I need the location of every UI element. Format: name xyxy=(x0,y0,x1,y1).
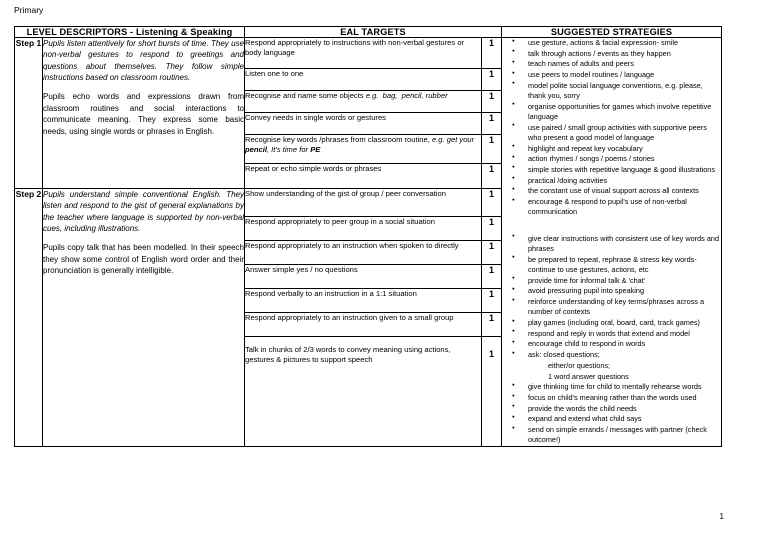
level-descriptor-step-1 xyxy=(43,38,245,189)
eal-target xyxy=(245,164,482,189)
list-item: ● use peers to model routines / language xyxy=(502,70,721,80)
list-item: ● encourage child to respond in words xyxy=(502,339,721,349)
list-item: ● practical /doing activities xyxy=(502,176,721,186)
eal-target-strong: pencil xyxy=(245,145,267,155)
eal-target-strong: PE xyxy=(310,145,321,155)
eal-target: Recognise key words /phrases from classroom routine, e.g. get your pencil, It's time for PE xyxy=(245,135,482,164)
descriptor-paragraph: Pupils echo words and expressions drawn from classroom routines and social interactions to communicate meaning. They express some basic needs, using single words or phrases in English. xyxy=(43,92,244,136)
list-item: ● use gesture, actions & facial expression- smile xyxy=(502,38,721,48)
eal-target xyxy=(245,313,482,337)
list-item: ● organise opportunities for games which involve repetitive language xyxy=(502,102,721,122)
list-item: ● the constant use of visual support across all contexts xyxy=(502,186,721,196)
header-level-descriptors: LEVEL DESCRIPTORS - Listening & Speaking xyxy=(15,27,245,38)
eal-target xyxy=(245,217,482,241)
eal-target-text: Show understanding of the gist of group / peer conversation xyxy=(245,189,446,198)
list-spacer xyxy=(502,218,721,234)
page-number: 1 xyxy=(719,512,724,521)
list-item: ● give clear instructions with consistent use of key words and phrases xyxy=(502,234,721,254)
eal-target-score[interactable]: 1 xyxy=(482,217,502,241)
list-item: either/or questions; xyxy=(548,360,611,370)
step-label-2: Step 2 xyxy=(15,189,43,447)
eal-target-emphasis: e.g. get your xyxy=(431,135,475,144)
eal-target-text: Listen one to one xyxy=(245,69,304,78)
eal-target-text: Respond appropriately to an instruction when spoken to directly xyxy=(245,241,459,251)
eal-target xyxy=(245,113,482,135)
eal-target-text: Repeat or echo simple words or phrases xyxy=(245,164,382,173)
list-item: ● be prepared to repeat, rephrase & stress key words-continue to use gestures, actions, etc xyxy=(502,255,721,275)
eal-target xyxy=(245,337,482,447)
table-header-row xyxy=(15,27,722,38)
document-label: Primary xyxy=(14,5,44,15)
eal-target-score[interactable]: 1 xyxy=(482,289,502,313)
list-item: ● encourage & respond to pupil's use of non-verbal communication xyxy=(502,197,721,217)
list-item: ● model polite social language conventions, e.g. please, thank you, sorry xyxy=(502,81,721,101)
eal-target-text: Respond verbally to an instruction in a 1:1 situation xyxy=(245,289,417,299)
list-item: ● send on simple errands / messages with partner (check outcome!) xyxy=(502,425,721,445)
list-item: ● provide time for informal talk & 'chat' xyxy=(502,276,721,286)
eal-target-score[interactable]: 1 xyxy=(482,135,502,164)
eal-target xyxy=(245,241,482,265)
level-descriptor-step-2 xyxy=(43,189,245,447)
eal-target xyxy=(245,69,482,91)
eal-target-text: Convey needs in single words or gestures xyxy=(245,113,386,122)
list-item: ● reinforce understanding of key terms/phrases across a number of contexts xyxy=(502,297,721,317)
eal-target-text: Answer simple yes / no questions xyxy=(245,265,358,275)
eal-target-score[interactable]: 1 xyxy=(482,313,502,337)
list-item: ● talk through actions / events as they happen xyxy=(502,49,721,59)
list-item: ● respond and reply in words that extend and model xyxy=(502,329,721,339)
list-item: 1 word answer questions xyxy=(548,371,629,381)
suggested-strategies-cell xyxy=(502,38,722,447)
descriptor-paragraph: Pupils copy talk that has been modelled. In their speech they show some control of English word order and their pronunciation is generally intelligible. xyxy=(43,243,244,276)
list-item: ● play games (including oral, board, card, track games) xyxy=(502,318,721,328)
eal-target-text: Respond appropriately to peer group in a social situation xyxy=(245,217,435,227)
eal-target-text: Respond appropriately to instructions with non-verbal gestures or body language xyxy=(245,38,465,58)
table-row xyxy=(15,38,722,69)
list-item: ● action rhymes / songs / poems / stories xyxy=(502,154,721,164)
eal-target-text: Talk in chunks of 2/3 words to convey meaning using actions, gestures & pictures to support speech xyxy=(245,345,451,365)
descriptor-paragraph: Pupils understand simple conventional English. They listen and respond to the gist of general explanations by the teacher where language is supported by non-verbal cues, including illustrations. xyxy=(43,190,244,234)
header-suggested-strategies: SUGGESTED STRATEGIES xyxy=(502,27,722,38)
step-label-1: Step 1 xyxy=(15,38,43,189)
list-item: ● ask: closed questions; xyxy=(502,350,721,360)
eal-target-score[interactable]: 1 xyxy=(482,241,502,265)
descriptor-paragraph: Pupils listen attentively for short bursts of time. They use non-verbal gestures to respond to greetings and questions about themselves. They follow simple instructions based on classroom routines. xyxy=(43,39,244,83)
eal-target-text: Respond appropriately to an instruction given to a small group xyxy=(245,313,454,323)
eal-target-emphasis: , It's time for xyxy=(266,145,309,155)
eal-target xyxy=(245,189,482,217)
eal-target-score[interactable]: 1 xyxy=(482,69,502,91)
eal-target-emphasis: e.g. bag, pencil, rubber xyxy=(365,91,448,100)
eal-target-score[interactable]: 1 xyxy=(482,337,502,447)
list-item: ● use paired / small group activities with supportive peers who present a good model of language xyxy=(502,123,721,143)
list-item: ● expand and extend what child says xyxy=(502,414,721,424)
list-item: ● provide the words the child needs xyxy=(502,404,721,414)
eal-target-score[interactable]: 1 xyxy=(482,164,502,189)
eal-target xyxy=(245,265,482,289)
eal-target-score[interactable]: 1 xyxy=(482,265,502,289)
list-item: ● teach names of adults and peers xyxy=(502,59,721,69)
header-eal-targets: EAL TARGETS xyxy=(245,27,502,38)
eal-target-score[interactable]: 1 xyxy=(482,38,502,69)
list-item: ● avoid pressuring pupil into speaking xyxy=(502,286,721,296)
list-item: ● focus on child's meaning rather than the words used xyxy=(502,393,721,403)
list-item: ● give thinking time for child to mentally rehearse words xyxy=(502,382,721,392)
eal-target xyxy=(245,38,482,69)
eal-target-score[interactable]: 1 xyxy=(482,91,502,113)
list-item: ● highlight and repeat key vocabulary xyxy=(502,144,721,154)
eal-target: Recognise and name some objects e.g. bag, pencil, rubber xyxy=(245,91,482,113)
eal-assessment-table xyxy=(14,26,722,447)
eal-target-score[interactable]: 1 xyxy=(482,113,502,135)
eal-target-score[interactable]: 1 xyxy=(482,189,502,217)
eal-target xyxy=(245,289,482,313)
list-item: ● simple stories with repetitive language & good illustrations xyxy=(502,165,721,175)
strategies-list xyxy=(502,38,721,446)
